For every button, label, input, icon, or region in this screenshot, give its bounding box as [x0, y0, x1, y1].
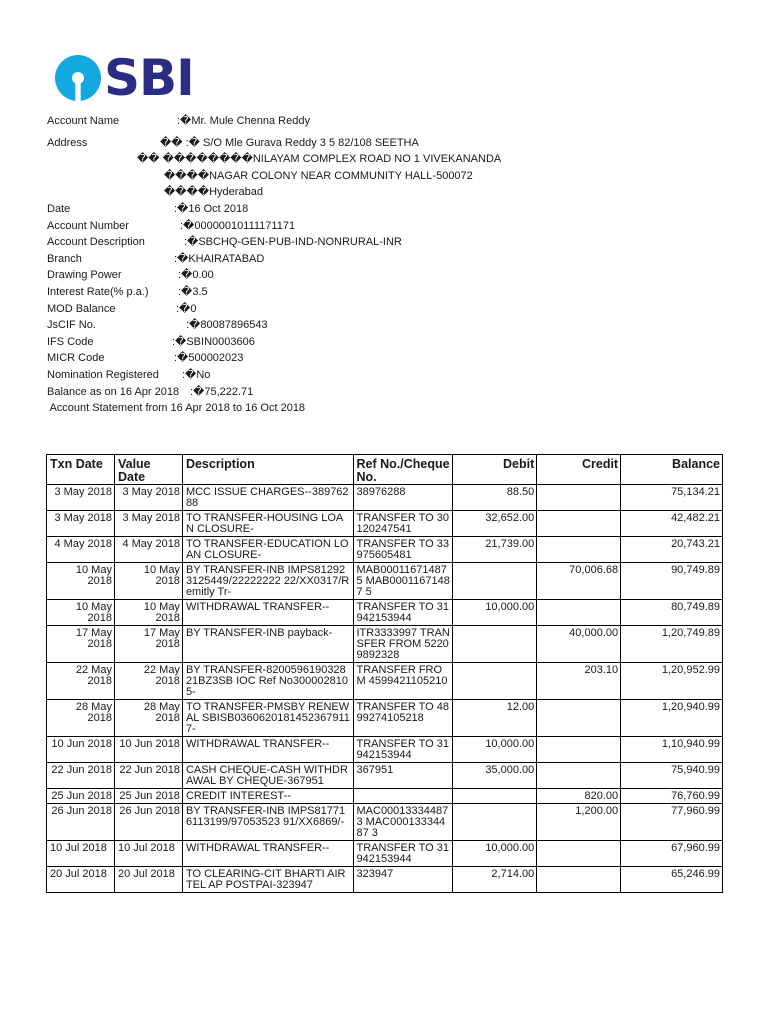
- field-value: �� ��������NILAYAM COMPLEX ROAD NO 1 VIVEKANANDA: [137, 153, 502, 166]
- statement-period-row: [47, 400, 747, 417]
- credit: 203.10: [537, 663, 621, 700]
- address-row: [47, 135, 747, 152]
- balance: 1,20,940.99: [621, 700, 723, 737]
- debit: [453, 626, 537, 663]
- txn-date: 20 Jul 2018: [47, 867, 115, 893]
- description: BY TRANSFER-INB IMPS812923125449/22222222 22/XX0317/Remitly Tr-: [182, 563, 353, 600]
- balance: 1,10,940.99: [621, 737, 723, 763]
- credit: 820.00: [537, 789, 621, 804]
- transactions-table: [46, 454, 723, 893]
- ref-no: 323947: [353, 867, 453, 893]
- ref-no: TRANSFER TO 30120247541: [353, 511, 453, 537]
- ref-no: TRANSFER TO 31942153944: [353, 600, 453, 626]
- txn-date: 17 May 2018: [47, 626, 115, 663]
- debit: [453, 789, 537, 804]
- value-date: 20 Jul 2018: [114, 867, 182, 893]
- field-label: MICR Code: [47, 352, 105, 365]
- value-date: 3 May 2018: [114, 511, 182, 537]
- credit: 70,006.68: [537, 563, 621, 600]
- debit: 88.50: [453, 485, 537, 511]
- header-debit: Debit: [453, 455, 537, 485]
- credit: [537, 841, 621, 867]
- jscif-row: [47, 317, 747, 334]
- ref-no: MAB00011671487 5 MAB00011671487 5: [353, 563, 453, 600]
- field-value: :�No: [182, 368, 211, 381]
- field-label: Balance as on 16 Apr 2018: [47, 385, 180, 398]
- table-row: [47, 511, 723, 537]
- txn-date: 28 May 2018: [47, 700, 115, 737]
- txn-date: 10 May 2018: [47, 600, 115, 626]
- ref-no: [353, 789, 453, 804]
- description: TO CLEARING-CIT BHARTI AIRTEL AP POSTPAI-323947: [182, 867, 353, 893]
- credit: [537, 867, 621, 893]
- interest-rate-row: [47, 284, 747, 301]
- field-value: :�KHAIRATABAD: [174, 252, 265, 265]
- balance: 80,749.89: [621, 600, 723, 626]
- table-body: [47, 485, 723, 893]
- ref-no: TRANSFER TO 4899274105218: [353, 700, 453, 737]
- address-line-3: [47, 168, 747, 185]
- field-value: :�Mr. Mule Chenna Reddy: [177, 115, 310, 127]
- ref-no: TRANSFER FROM 4599421105210: [353, 663, 453, 700]
- value-date: 28 May 2018: [114, 700, 182, 737]
- field-value: ����NAGAR COLONY NEAR COMMUNITY HALL-500072: [164, 169, 473, 182]
- description: WITHDRAWAL TRANSFER--: [182, 600, 353, 626]
- header-value-date: Value Date: [114, 455, 182, 485]
- debit: 2,714.00: [453, 867, 537, 893]
- txn-date: 22 Jun 2018: [47, 763, 115, 789]
- field-value: �� :� S/O Mle Gurava Reddy 3 5 82/108 SEETHA: [160, 136, 419, 149]
- description: WITHDRAWAL TRANSFER--: [182, 841, 353, 867]
- table-row: [47, 789, 723, 804]
- debit: [453, 804, 537, 841]
- debit: 35,000.00: [453, 763, 537, 789]
- field-value: :�75,222.71: [190, 385, 254, 398]
- ref-no: TRANSFER TO 33975605481: [353, 537, 453, 563]
- credit: [537, 485, 621, 511]
- account-description-row: [47, 234, 747, 251]
- value-date: 3 May 2018: [114, 485, 182, 511]
- field-value: :�3.5: [178, 285, 208, 298]
- sbi-logo: [54, 49, 194, 107]
- credit: [537, 511, 621, 537]
- field-label: Account Name: [47, 115, 120, 127]
- header-balance: Balance: [621, 455, 723, 485]
- table-row: [47, 600, 723, 626]
- ifs-code-row: [47, 334, 747, 351]
- table-row: [47, 563, 723, 600]
- value-date: 10 May 2018: [114, 563, 182, 600]
- sbi-keyhole-icon: [54, 54, 102, 102]
- field-label: Drawing Power: [47, 269, 122, 282]
- ref-no: 38976288: [353, 485, 453, 511]
- table-row: [47, 663, 723, 700]
- field-label: Branch: [47, 252, 82, 265]
- branch-row: [47, 251, 747, 268]
- account-name-row: [47, 113, 747, 130]
- txn-date: 10 May 2018: [47, 563, 115, 600]
- field-label: Date: [47, 202, 71, 215]
- opening-balance-row: [47, 384, 747, 401]
- field-label: IFS Code: [47, 335, 94, 348]
- value-date: 10 May 2018: [114, 600, 182, 626]
- description: WITHDRAWAL TRANSFER--: [182, 737, 353, 763]
- debit: 12.00: [453, 700, 537, 737]
- balance: 90,749.89: [621, 563, 723, 600]
- description: BY TRANSFER-INB payback-: [182, 626, 353, 663]
- value-date: 22 May 2018: [114, 663, 182, 700]
- balance: 65,246.99: [621, 867, 723, 893]
- description: TO TRANSFER-EDUCATION LOAN CLOSURE-: [182, 537, 353, 563]
- value-date: 22 Jun 2018: [114, 763, 182, 789]
- description: BY TRANSFER-8200596190328 21BZ3SB IOC Ref No3000028105-: [182, 663, 353, 700]
- sbi-logo-text: SBI: [104, 49, 194, 107]
- debit: [453, 563, 537, 600]
- table-row: [47, 763, 723, 789]
- txn-date: 3 May 2018: [47, 511, 115, 537]
- ref-no: TRANSFER TO 31942153944: [353, 737, 453, 763]
- field-label: Nomination Registered: [47, 368, 159, 381]
- field-label: Account Number: [47, 219, 129, 232]
- date-row: [47, 201, 747, 218]
- txn-date: 3 May 2018: [47, 485, 115, 511]
- credit: [537, 763, 621, 789]
- field-value: :�80087896543: [186, 319, 268, 332]
- field-value: :�500002023: [174, 352, 244, 365]
- balance: 1,20,749.89: [621, 626, 723, 663]
- txn-date: 25 Jun 2018: [47, 789, 115, 804]
- balance: 20,743.21: [621, 537, 723, 563]
- credit: 1,200.00: [537, 804, 621, 841]
- field-label: Account Description: [47, 236, 145, 249]
- description: CASH CHEQUE-CASH WITHDRAWAL BY CHEQUE-367951: [182, 763, 353, 789]
- header-credit: Credit: [537, 455, 621, 485]
- address-line-2: [47, 151, 747, 168]
- value-date: 10 Jun 2018: [114, 737, 182, 763]
- table-row: [47, 700, 723, 737]
- debit: 10,000.00: [453, 600, 537, 626]
- description: TO TRANSFER-HOUSING LOAN CLOSURE-: [182, 511, 353, 537]
- debit: [453, 663, 537, 700]
- description: MCC ISSUE CHARGES--38976288: [182, 485, 353, 511]
- field-value: :�SBCHQ-GEN-PUB-IND-NONRURAL-INR: [184, 236, 402, 249]
- debit: 10,000.00: [453, 841, 537, 867]
- debit: 32,652.00: [453, 511, 537, 537]
- txn-date: 10 Jul 2018: [47, 841, 115, 867]
- header-description: Description: [182, 455, 353, 485]
- balance: 75,134.21: [621, 485, 723, 511]
- nomination-row: [47, 367, 747, 384]
- mod-balance-row: [47, 301, 747, 318]
- balance: 67,960.99: [621, 841, 723, 867]
- txn-date: 4 May 2018: [47, 537, 115, 563]
- table-row: [47, 485, 723, 511]
- field-label: Interest Rate(% p.a.): [47, 285, 149, 298]
- value-date: 26 Jun 2018: [114, 804, 182, 841]
- txn-date: 10 Jun 2018: [47, 737, 115, 763]
- field-value: :�00000010111171171: [180, 219, 296, 232]
- field-value: :�0: [176, 302, 197, 315]
- address-line-4: [47, 184, 747, 201]
- table-row: [47, 537, 723, 563]
- account-details: [47, 113, 747, 417]
- micr-code-row: [47, 350, 747, 367]
- txn-date: 26 Jun 2018: [47, 804, 115, 841]
- field-label: Address: [47, 136, 88, 149]
- statement-period: Account Statement from 16 Apr 2018 to 16 Oct 2018: [47, 402, 306, 415]
- ref-no: ITR3333997 TRANSFER FROM 52209892328: [353, 626, 453, 663]
- header-ref-no: Ref No./Cheque No.: [353, 455, 453, 485]
- balance: 77,960.99: [621, 804, 723, 841]
- credit: [537, 600, 621, 626]
- credit: [537, 537, 621, 563]
- table-header-row: [47, 455, 723, 485]
- value-date: 25 Jun 2018: [114, 789, 182, 804]
- field-label: JsCIF No.: [47, 319, 96, 332]
- balance: 42,482.21: [621, 511, 723, 537]
- table-row: [47, 804, 723, 841]
- account-number-row: [47, 218, 747, 235]
- balance: 75,940.99: [621, 763, 723, 789]
- description: TO TRANSFER-PMSBY RENEWAL SBISB03606201814523679117-: [182, 700, 353, 737]
- credit: [537, 700, 621, 737]
- debit: 10,000.00: [453, 737, 537, 763]
- field-value: :�SBIN0003606: [172, 335, 255, 348]
- debit: 21,739.00: [453, 537, 537, 563]
- description: CREDIT INTEREST--: [182, 789, 353, 804]
- value-date: 17 May 2018: [114, 626, 182, 663]
- table-row: [47, 867, 723, 893]
- value-date: 10 Jul 2018: [114, 841, 182, 867]
- description: BY TRANSFER-INB IMPS817716113199/97053523 91/XX6869/-: [182, 804, 353, 841]
- ref-no: TRANSFER TO 31942153944: [353, 841, 453, 867]
- field-label: MOD Balance: [47, 302, 116, 315]
- credit: 40,000.00: [537, 626, 621, 663]
- ref-no: MAC00013334487 3 MAC00013334487 3: [353, 804, 453, 841]
- field-value: :�16 Oct 2018: [174, 202, 249, 215]
- table-row: [47, 737, 723, 763]
- table-row: [47, 841, 723, 867]
- ref-no: 367951: [353, 763, 453, 789]
- txn-date: 22 May 2018: [47, 663, 115, 700]
- balance: 76,760.99: [621, 789, 723, 804]
- field-value: :�0.00: [178, 269, 214, 282]
- field-value: ����Hyderabad: [164, 186, 263, 199]
- credit: [537, 737, 621, 763]
- value-date: 4 May 2018: [114, 537, 182, 563]
- drawing-power-row: [47, 267, 747, 284]
- balance: 1,20,952.99: [621, 663, 723, 700]
- table-row: [47, 626, 723, 663]
- header-txn-date: Txn Date: [47, 455, 115, 485]
